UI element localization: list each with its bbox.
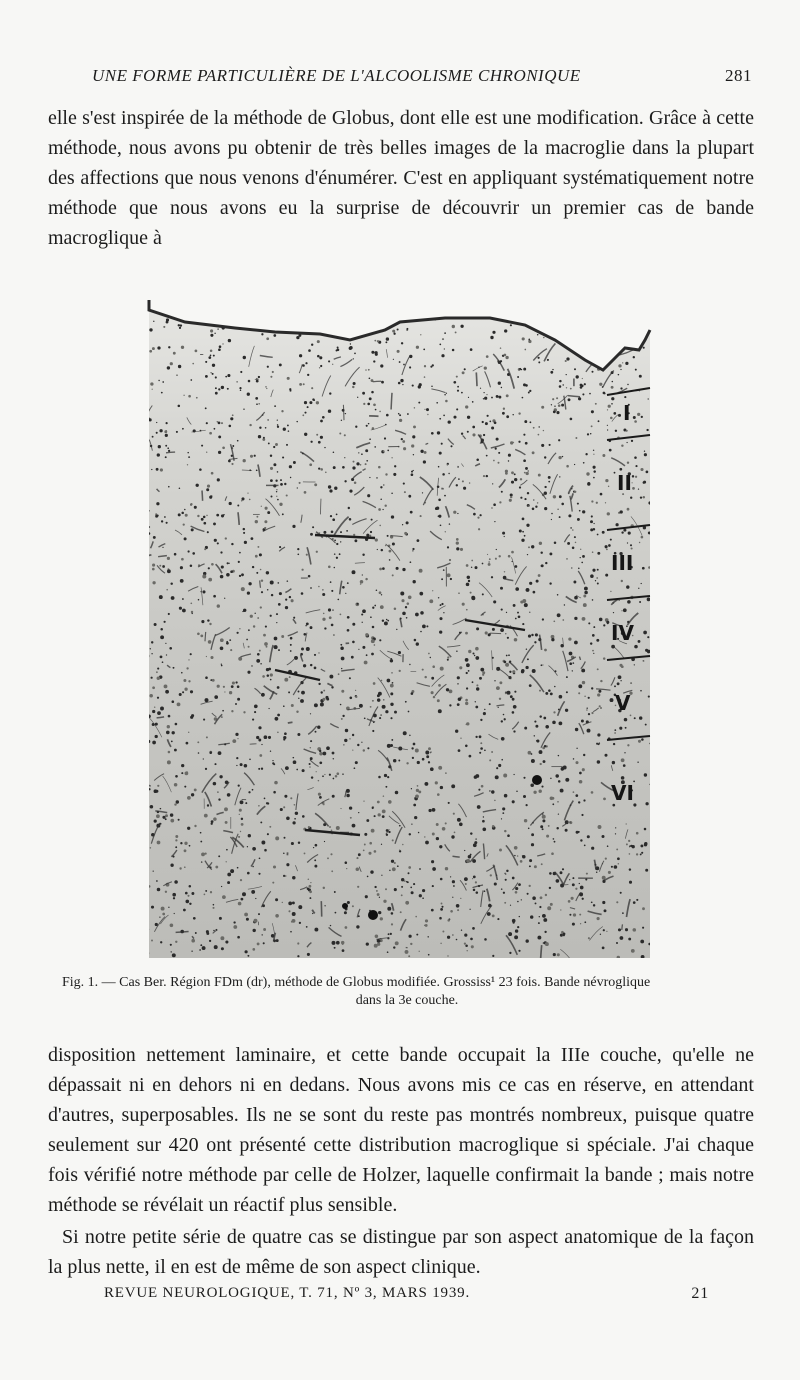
running-title: UNE FORME PARTICULIÈRE DE L'ALCOOLISME CHRONIQUE xyxy=(92,66,581,85)
layer-label-1: I xyxy=(623,401,631,425)
journal-citation: REVUE NEUROLOGIQUE, T. 71, Nº 3, MARS 1939. xyxy=(104,1285,470,1301)
figure-caption xyxy=(62,974,752,1010)
tissue-background xyxy=(145,270,653,958)
running-header xyxy=(92,66,752,86)
page-footer xyxy=(104,1285,709,1302)
cortex-micrograph xyxy=(145,270,653,958)
layer-label-6: VI xyxy=(611,781,634,805)
footer-page-number: 21 xyxy=(691,1285,709,1302)
layer-label-3: III xyxy=(611,551,634,575)
layer-label-5: V xyxy=(615,691,631,715)
layer-label-4: IV xyxy=(611,621,634,645)
caption-line-1: Fig. 1. — Cas Ber. Région FDm (dr), méthode de Globus modifiée. Grossiss¹ 23 fois. Bande névroglique xyxy=(62,975,651,990)
layer-label-2: II xyxy=(617,471,632,495)
caption-line-2: dans la 3e couche. xyxy=(355,993,459,1008)
micrograph-figure xyxy=(145,270,653,958)
body-paragraph-3: Si notre petite série de quatre cas se distingue par son aspect anatomique de la façon la plus nette, il en est de même de son aspect clinique. xyxy=(48,1226,754,1278)
body-paragraph-2: disposition nettement laminaire, et cette bande occupait la IIIe couche, qu'elle ne dépassait ni en dehors ni en dedans. Nous avons mis ce cas en réserve, en attendant d'autres, superposables. Ils ne se sont du reste pas montrés nombreux, puisque quatre seulement sur 420 ont présenté cette distribution macroglique si spéciale. J'ai chaque fois vérifié notre méthode par celle de Holzer, laquelle confirmait la bande ; mais notre méthode se révélait un réactif plus sensible. xyxy=(48,1044,754,1216)
tissue-section xyxy=(145,270,653,958)
header-page-number: 281 xyxy=(725,66,752,85)
body-paragraph-1: elle s'est inspirée de la méthode de Globus, dont elle est une modification. Grâce à cette méthode, nous avons pu obtenir de très belles images de la macroglie dans la plupart des affections que nous venons d'énumérer. C'est en appliquant systématiquement notre méthode que nous avons eu la surprise de découvrir un premier cas de bande macroglique à xyxy=(48,107,754,249)
